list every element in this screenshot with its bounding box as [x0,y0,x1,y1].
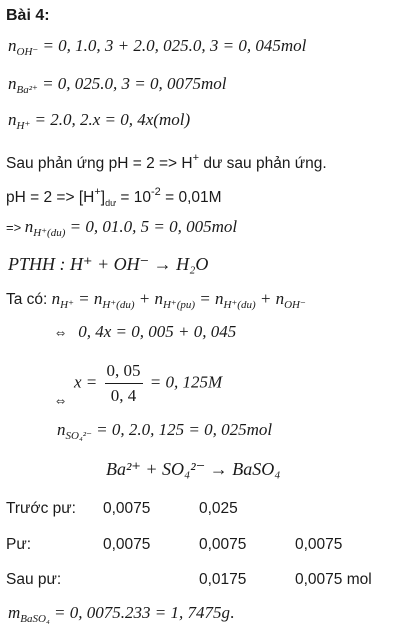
implies-arrow: => [6,220,25,235]
step1-equation [56,322,236,344]
subscript: H⁺(pu) [162,299,196,311]
row-react-c2: 0,0075 [199,536,247,553]
ta-co-equation [6,289,306,315]
after-reaction-tail: dư sau phản ứng. [199,155,327,172]
n-symbol: n [51,289,61,308]
equation-n-h [8,110,190,136]
subscript: H⁺(du) [223,299,256,311]
step1-expression: 0, 4x = 0, 005 + 0, 045 [74,322,237,341]
operator: = n [195,289,224,308]
after-reaction-text [6,148,327,174]
subscript: H⁺ [60,299,74,311]
ba-subscript: Ba²⁺ [16,84,38,96]
operator: + n [134,289,163,308]
ta-co-label: Ta có: [6,291,52,308]
after-reaction-main: Sau phản ứng pH = 2 => H [6,155,193,172]
fraction-numerator: 0, 05 [105,360,143,384]
ph-part-b: ] [100,189,106,206]
oh-subscript: OH⁻ [16,46,39,58]
fraction [105,360,143,407]
ph-part-c: = 10 [116,189,152,206]
superscript-plus: + [192,152,200,164]
equation-rhs: = 0, 01.0, 5 = 0, 005mol [65,217,238,236]
subscript: OH⁻ [284,299,306,311]
fraction-denominator: 0, 4 [110,386,137,405]
h-subscript: H⁺ [16,120,31,132]
equation-rhs: = 0, 025.0, 3 = 0, 0075mol [37,74,227,93]
equivalent-arrow-icon: ⇔ [56,395,66,409]
x-equals: x = [74,372,102,392]
row-react-label: Pư: [6,536,32,553]
n-symbol: n [8,36,17,55]
operator: + n [255,289,285,308]
ph-part-d: = 0,01M [160,189,222,206]
row-before-c2: 0,025 [199,500,238,517]
ph-text [6,182,222,213]
n-symbol: n [57,420,66,439]
row-after-c2: 0,0175 [199,571,247,588]
row-react-c1: 0,0075 [103,536,151,553]
exercise-title: Bài 4: [6,7,50,24]
step2-equation [56,360,222,413]
period: . [229,603,235,622]
operator: = n [73,289,103,308]
ph-sup-plus: + [94,186,101,198]
equation-n-oh [8,36,306,62]
equation-rhs: = 0, 2.0, 125 = 0, 025mol [91,420,273,439]
row-after-label: Sau pư: [6,571,62,588]
equation-rhs: = 0, 0075.233 = 1, 7475g [49,603,230,622]
n-symbol: n [8,110,17,129]
equation-rhs: = 2.0, 2.x = 0, 4x(mol) [30,110,191,129]
h-du-subscript: H⁺(du) [33,227,66,239]
ph-exponent: -2 [151,186,161,198]
excess-h-equation [6,217,237,243]
row-react-c3: 0,0075 [295,536,343,553]
n-symbol: n [24,217,34,236]
equation-mass-baso4 [8,603,234,629]
ph-part-a: pH = 2 => [H [6,189,95,206]
m-symbol: m [8,603,21,622]
row-after-c3: 0,0075 mol [295,571,372,588]
row-before-c1: 0,0075 [103,500,151,517]
equation-n-so4 [57,420,272,446]
subscript: H⁺(du) [102,299,135,311]
step2-result: = 0, 125M [145,372,223,392]
equation-rhs: = 0, 1.0, 3 + 2.0, 025.0, 3 = 0, 045mol [38,36,307,55]
equivalent-arrow-icon: ⇔ [56,327,66,340]
row-before-label: Trước pư: [6,500,76,517]
baso4-subscript: BaSO₄ [20,613,50,625]
n-symbol: n [8,74,17,93]
precipitation-reaction: Ba²⁺ + SO₄²⁻ → BaSO₄ [106,459,281,479]
so4-subscript: SO₄²⁻ [65,430,92,442]
ph-sub-du: dư [105,198,117,208]
reaction-equation-pthh: PTHH : H⁺ + OH⁻ → H₂O [8,254,209,274]
equation-n-ba [8,74,227,100]
